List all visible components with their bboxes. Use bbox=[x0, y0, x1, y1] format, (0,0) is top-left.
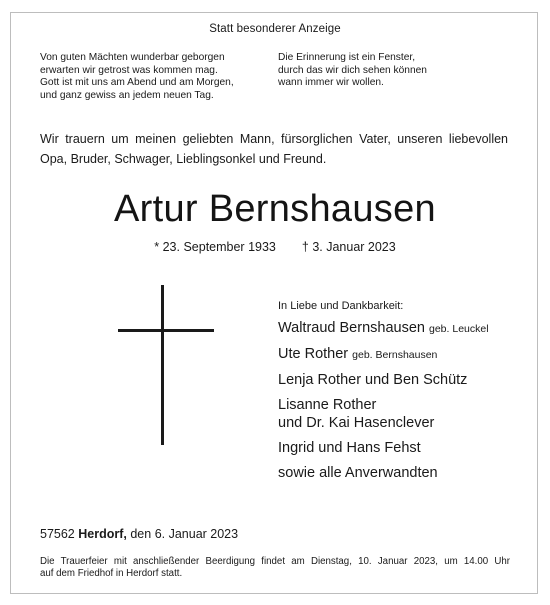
mourner-name: Ingrid und Hans Fehst bbox=[278, 440, 421, 456]
mourners-list bbox=[278, 319, 489, 489]
maiden-name: geb. Bernshausen bbox=[352, 349, 438, 361]
in-love-label: In Liebe und Dankbarkeit: bbox=[278, 300, 404, 312]
poem-line: erwarten wir getrost was kommen mag. bbox=[40, 64, 218, 76]
latin-cross-icon bbox=[118, 285, 214, 445]
intro-line: Wir trauern um meinen geliebten Mann, fürsorglichen Vater, unseren liebevollen bbox=[40, 132, 508, 146]
poem-line: wann immer wir wollen. bbox=[278, 77, 384, 89]
mourner-entry bbox=[278, 371, 489, 389]
funeral-line: auf dem Friedhof in Herdorf statt. bbox=[40, 568, 183, 580]
mourner-entry bbox=[278, 464, 489, 482]
funeral-info bbox=[40, 556, 510, 581]
mourner-entry bbox=[278, 414, 489, 432]
mourner-entry bbox=[278, 345, 489, 364]
cross-horizontal-bar bbox=[118, 329, 214, 332]
poem-line: und ganz gewiss an jedem neuen Tag. bbox=[40, 89, 214, 101]
birth-date: * 23. September 1933 bbox=[154, 240, 276, 254]
intro-text bbox=[40, 129, 508, 169]
mourner-name: sowie alle Anverwandten bbox=[278, 465, 438, 481]
poem-line: durch das wir dich sehen können bbox=[278, 64, 427, 76]
mourner-name: Ute Rother bbox=[278, 346, 349, 362]
cross-vertical-bar bbox=[161, 285, 164, 445]
maiden-name: geb. Leuckel bbox=[429, 323, 489, 335]
mourner-name: und Dr. Kai Hasenclever bbox=[278, 415, 435, 431]
poem-left bbox=[40, 52, 234, 102]
notice-header: Statt besonderer Anzeige bbox=[209, 23, 341, 35]
death-date: † 3. Januar 2023 bbox=[301, 240, 396, 254]
mourner-entry bbox=[278, 439, 489, 457]
mourner-name: Lisanne Rother bbox=[278, 397, 377, 413]
deceased-name: Artur Bernshausen bbox=[114, 188, 436, 230]
mourner-name: Lenja Rother und Ben Schütz bbox=[278, 372, 468, 388]
place-date-line bbox=[40, 527, 238, 541]
poem-right bbox=[278, 52, 427, 90]
mourner-entry bbox=[278, 319, 489, 338]
mourner-name: Waltraud Bernshausen bbox=[278, 320, 425, 336]
intro-line: Opa, Bruder, Schwager, Lieblingsonkel und Freund. bbox=[40, 152, 327, 166]
life-dates bbox=[0, 240, 550, 254]
poem-line: Die Erinnerung ist ein Fenster, bbox=[278, 52, 416, 63]
mourner-entry bbox=[278, 396, 489, 414]
zip-code: 57562 bbox=[40, 527, 75, 541]
notice-date: den 6. Januar 2023 bbox=[130, 527, 239, 541]
town-name: Herdorf, bbox=[78, 527, 127, 541]
funeral-line: Die Trauerfeier mit anschließender Beerdigung findet am Dienstag, 10. Januar 2023, um 14.00 Uhr bbox=[40, 556, 510, 567]
poem-line: Gott ist mit uns am Abend und am Morgen, bbox=[40, 77, 234, 89]
poem-line: Von guten Mächten wunderbar geborgen bbox=[40, 52, 225, 63]
